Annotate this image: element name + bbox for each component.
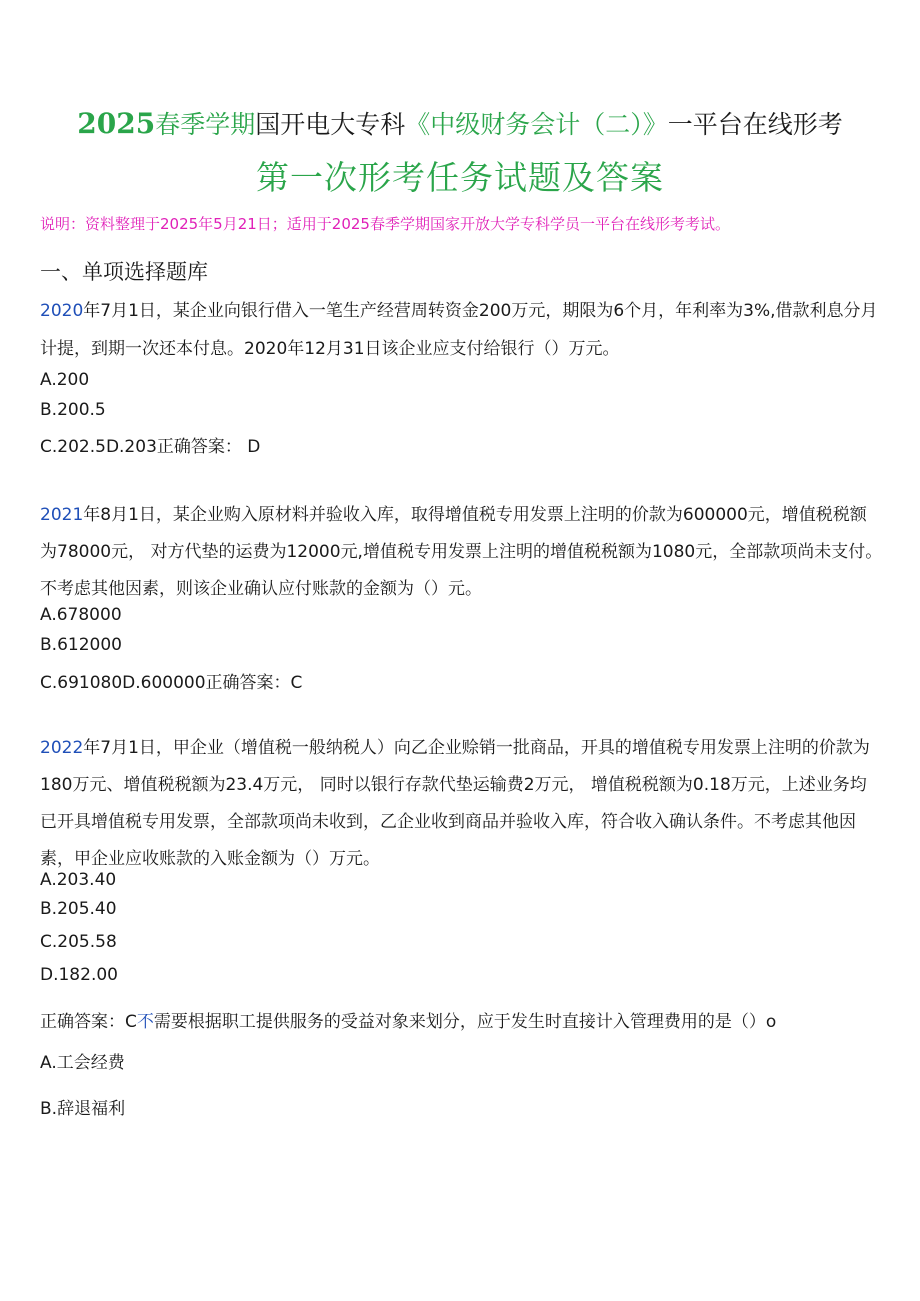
- question-3-line: 180万元、增值税税额为23.4万元， 同时以银行存款代垫运输费2万元， 增值税税额为0.18万元，上述业务均: [40, 775, 867, 795]
- question-3-line: 已开具增值税专用发票，全部款项尚未收到，乙企业收到商品并验收入库，符合收入确认条件。不考虑其他因: [40, 812, 856, 832]
- section-heading: 一、单项选择题库: [40, 260, 208, 284]
- question-2-option-b: B.612000: [40, 635, 122, 655]
- question-2-stem: [40, 497, 883, 608]
- question-1-option-b: B.200.5: [40, 400, 106, 420]
- question-1-options-answer: C.202.5D.203正确答案： D: [40, 437, 261, 457]
- question-3-option-c: C.205.58: [40, 932, 117, 952]
- document-title: [0, 104, 920, 145]
- question-1-line: 年7月1日，某企业向银行借入一笔生产经营周转资金200万元，期限为6个月，年利率为3%,借款利息分月: [83, 301, 878, 321]
- question-2-line: 不考虑其他因素，则该企业确认应付账款的金额为（）元。: [40, 579, 482, 599]
- question-3-year: 2022: [40, 738, 84, 758]
- question-4-lead: 不: [136, 1012, 154, 1032]
- question-3-line: 素，甲企业应收账款的入账金额为（）万元。: [40, 849, 380, 869]
- question-1-line: 计提，到期一次还本付息。2020年12月31日该企业应支付给银行（）万元。: [40, 339, 620, 359]
- question-3-option-b: B.205.40: [40, 899, 117, 919]
- question-4-option-a: A.工会经费: [40, 1053, 125, 1073]
- question-3-stem: [40, 730, 878, 878]
- title-year: 2025: [77, 107, 156, 140]
- title-course: 《中级财务会计（二）》: [405, 110, 668, 139]
- title-platform: 一平台在线形考: [667, 110, 843, 139]
- question-2-year: 2021: [40, 505, 84, 525]
- question-3-option-a: A.203.40: [40, 870, 117, 890]
- question-3-line: 年7月1日，甲企业（增值税一般纳税人）向乙企业赊销一批商品，开具的增值税专用发票上注明的价款为: [83, 738, 870, 758]
- document-note: 说明：资料整理于2025年5月21日；适用于2025春季学期国家开放大学专科学员一平台在线形考考试。: [40, 215, 730, 233]
- question-3-answer: 正确答案：C: [40, 1012, 137, 1032]
- question-3-option-d: D.182.00: [40, 965, 118, 985]
- question-1-option-a: A.200: [40, 370, 90, 390]
- question-2-option-a: A.678000: [40, 605, 122, 625]
- document-subtitle: 第一次形考任务试题及答案: [256, 158, 664, 197]
- title-semester: 春季学期: [155, 110, 256, 139]
- question-2-line: 年8月1日，某企业购入原材料并验收入库，取得增值税专用发票上注明的价款为600000元，增值税税额: [83, 505, 867, 525]
- title-school: 国开电大专科: [255, 110, 406, 139]
- question-2-line: 为78000元， 对方代垫的运费为12000元,增值税专用发票上注明的增值税税额为1080元，全部款项尚未支付。: [40, 542, 883, 562]
- question-1-year: 2020: [40, 301, 84, 321]
- question-4-stem: [40, 1009, 776, 1035]
- question-2-options-answer: C.691080D.600000正确答案：C: [40, 673, 303, 693]
- question-4-text: 需要根据职工提供服务的受益对象来划分，应于发生时直接计入管理费用的是（）o: [153, 1012, 777, 1032]
- question-1-stem: [40, 292, 878, 368]
- question-4-option-b: B.辞退福利: [40, 1099, 126, 1119]
